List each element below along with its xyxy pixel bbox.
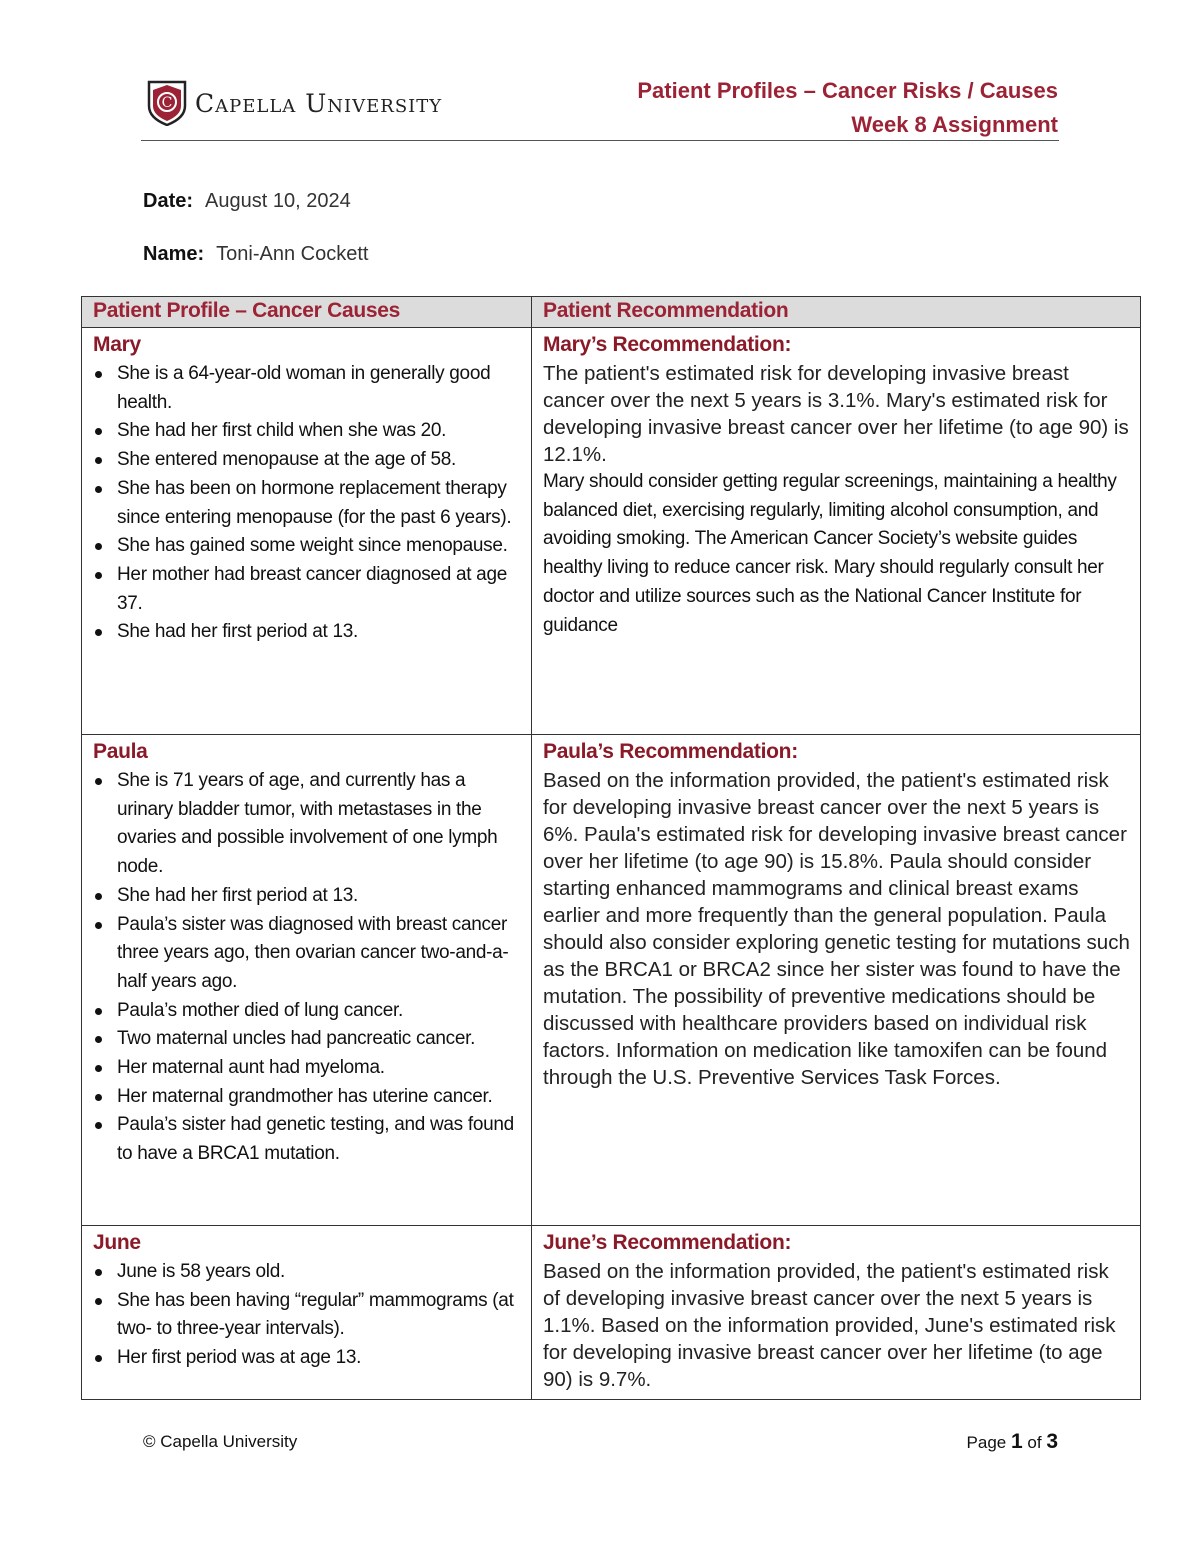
list-item: Paula’s mother died of lung cancer. <box>93 997 521 1026</box>
recommendation-title: Mary’s Recommendation: <box>543 333 792 356</box>
date-field <box>143 190 351 213</box>
table-row-paula <box>82 735 1141 1226</box>
recommendation-title: June’s Recommendation: <box>543 1231 792 1254</box>
patient-name: Paula <box>93 740 148 763</box>
list-item: Her first period was at age 13. <box>93 1344 521 1373</box>
list-item: She is a 64-year-old woman in generally good health. <box>93 360 521 417</box>
recommendation-cell <box>532 735 1141 1226</box>
profile-list <box>93 1258 521 1373</box>
page-number <box>967 1430 1058 1454</box>
footer-copyright: © Capella University <box>143 1432 298 1451</box>
header-divider <box>141 140 1059 141</box>
recommendation-cell <box>532 1226 1141 1400</box>
recommendation-text: Based on the information provided, the patient's estimated risk of developing invasive breast cancer over the next 5 years is 1.1%. Based on the information provided, June's estimated risk for developing invasive breast cancer over her lifetime (to age 90) is 9.7%. <box>543 1260 1116 1391</box>
logo-text: Capella University <box>195 88 443 118</box>
column-header-recommendation: Patient Recommendation <box>532 297 1141 328</box>
recommendation-text: The patient's estimated risk for developing invasive breast cancer over the next 5 years is 3.1%. Mary's estimated risk for developing invasive breast cancer over her lifetime (to age 90) is 12.1%. <box>543 362 1129 466</box>
patient-name: June <box>93 1231 141 1254</box>
profile-list <box>93 360 521 647</box>
document-title <box>637 74 1058 142</box>
recommendation-text-2: Mary should consider getting regular screenings, maintaining a healthy balanced diet, exercising regularly, limiting alcohol consumption, and avoiding smoking. The American Cancer Society’s website guides healthy living to reduce cancer risk. Mary should regularly consult her doctor and utilize sources such as the National Cancer Institute for guidance <box>543 471 1117 636</box>
name-field <box>143 243 368 266</box>
list-item: She had her first child when she was 20. <box>93 417 521 446</box>
list-item: She entered menopause at the age of 58. <box>93 446 521 475</box>
profile-cell <box>82 735 532 1226</box>
svg-text:C: C <box>161 95 173 111</box>
title-line-1: Patient Profiles – Cancer Risks / Causes <box>637 78 1058 103</box>
profile-list <box>93 767 521 1169</box>
page-label: Page <box>966 1433 1007 1452</box>
patient-name: Mary <box>93 333 141 356</box>
profile-cell <box>82 1226 532 1400</box>
table-row-june <box>82 1226 1141 1400</box>
capella-logo <box>147 80 442 126</box>
list-item: Two maternal uncles had pancreatic cancer. <box>93 1025 521 1054</box>
name-value: Toni-Ann Cockett <box>216 243 369 265</box>
recommendation-text: Based on the information provided, the patient's estimated risk for developing invasive breast cancer over the next 5 years is 6%. Paula's estimated risk for developing invasive breast cancer over her lifetime (to age 90) is 15.8%. Paula should consider starting enhanced mammograms and clinical breast exams earlier and more frequently than the general population. Paula should also consider exploring genetic testing for mutations such as the BRCA1 or BRCA2 since her sister was found to have the mutation. The possibility of preventive medications should be discussed with healthcare providers based on individual risk factors. Information on medication like tamoxifen can be found through the U.S. Preventive Services Task Forces. <box>543 769 1130 1089</box>
profile-cell <box>82 328 532 735</box>
page-total: 3 <box>1046 1430 1058 1453</box>
list-item: Her maternal grandmother has uterine cancer. <box>93 1083 521 1112</box>
list-item: She had her first period at 13. <box>93 882 521 911</box>
list-item: June is 58 years old. <box>93 1258 521 1287</box>
name-label: Name: <box>143 243 205 265</box>
list-item: She has been on hormone replacement therapy since entering menopause (for the past 6 years). <box>93 475 521 532</box>
list-item: She has gained some weight since menopause. <box>93 532 521 561</box>
recommendation-title: Paula’s Recommendation: <box>543 740 798 763</box>
recommendation-cell <box>532 328 1141 735</box>
list-item: Paula’s sister had genetic testing, and was found to have a BRCA1 mutation. <box>93 1111 521 1168</box>
shield-icon <box>147 80 187 126</box>
table-row-mary <box>82 328 1141 735</box>
date-value: August 10, 2024 <box>205 190 351 212</box>
list-item: She is 71 years of age, and currently has a urinary bladder tumor, with metastases in the ovaries and possible involvement of one lymph node. <box>93 767 521 882</box>
list-item: She has been having “regular” mammograms (at two- to three-year intervals). <box>93 1287 521 1344</box>
column-header-profile: Patient Profile – Cancer Causes <box>82 297 532 328</box>
list-item: Her mother had breast cancer diagnosed at age 37. <box>93 561 521 618</box>
list-item: Her maternal aunt had myeloma. <box>93 1054 521 1083</box>
patient-table <box>81 296 1141 1400</box>
title-line-2: Week 8 Assignment <box>851 112 1058 137</box>
list-item: She had her first period at 13. <box>93 618 521 647</box>
list-item: Paula’s sister was diagnosed with breast cancer three years ago, then ovarian cancer two-and-a-half years ago. <box>93 911 521 997</box>
page-current: 1 <box>1010 1430 1023 1453</box>
of-label: of <box>1027 1433 1042 1452</box>
date-label: Date: <box>143 190 194 212</box>
